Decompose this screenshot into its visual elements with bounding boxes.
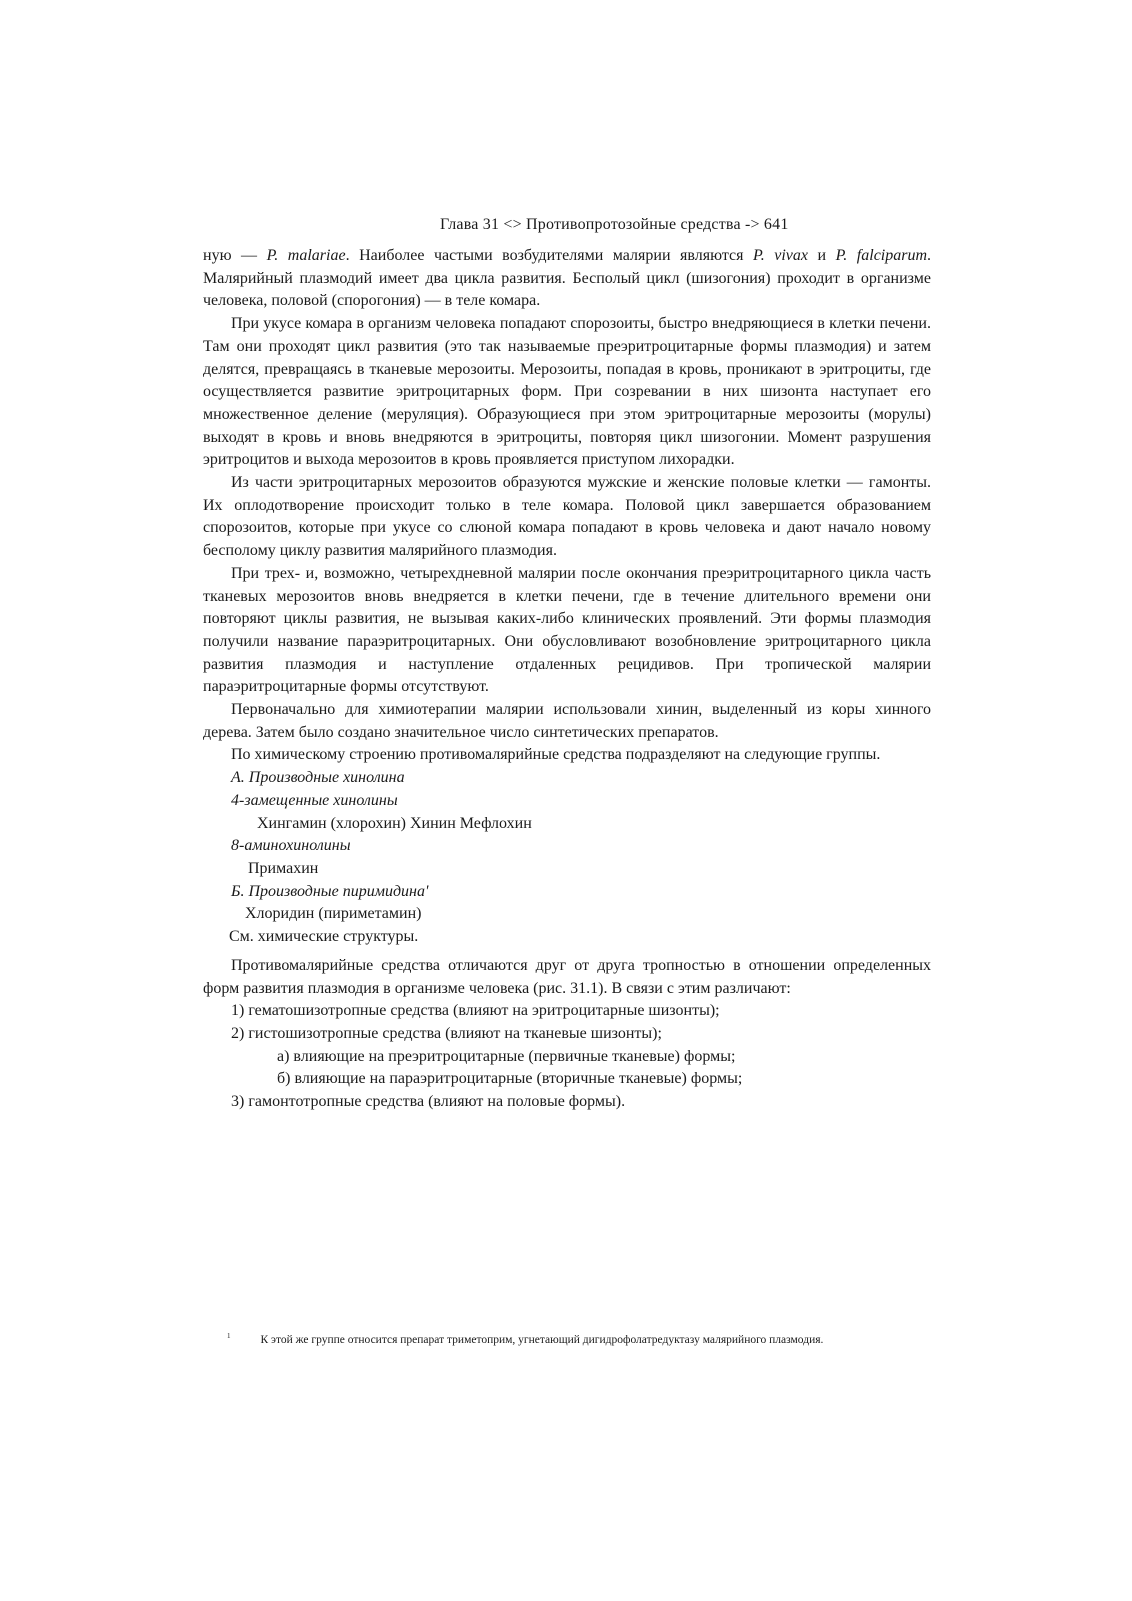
drugs-8-amino: Примахин [248,859,319,877]
species-malariae: P. malariae [266,247,346,264]
species-falciparum: P. falciparum [835,247,928,264]
drugs-pyrimidine: Хлоридин (пириметамин) [245,905,422,923]
paragraph-3: Из части эритроцитарных мерозоитов образуются мужские и женские половые клетки — гамонты. Их оплодотворение происходит только в теле комара. Половой цикл завершается образованием спорозоитов, которые при укусе со слюной комара попадают в кровь человека и дают начало новому бесполому циклу развития малярийного плазмодия. [203,474,931,560]
main-text [203,245,931,1114]
paragraph-1-part-a: ную — [203,247,267,264]
list-item-2: 2) гистошизотропные средства (влияют на тканевые шизонты); [231,1024,662,1042]
group-b-heading: Б. Производные пиримидина' [231,882,429,900]
paragraph-5: Первоначально для химиотерапии малярии использовали хинин, выделенный из коры хинного дерева. Затем было создано значительное число синтетических препаратов. [203,701,931,741]
paragraph-1 [203,245,931,313]
paragraph-1-part-e: и [807,247,836,264]
list-item-2b: б) влияющие на параэритроцитарные (вторичные тканевые) формы; [277,1070,743,1088]
footnote [203,1327,863,1350]
paragraph-1-part-c: . Наиболее частыми возбудителями малярии являются [345,247,753,264]
subgroup-4-heading: 4-замещенные хинолины [231,791,398,809]
paragraph-4: При трех- и, возможно, четырехдневной малярии после окончания преэритроцитарного цикла часть тканевых мерозоитов вновь внедряется в клетки печени, где в течение длительного времени они повторяют циклы развития, не вызывая каких-либо клинических проявлений. Эти формы плазмодия получили название параэритроцитарных. Они обусловливают возобновление эритроцитарного цикла развития плазмодия и наступление отдаленных рецидивов. При тропической малярии параэритроцитарные формы отсутствуют. [203,564,931,696]
footnote-text: К этой же группе относится препарат триметоприм, угнетающий дигидрофолатредуктазу малярийного плазмодия. [260,1333,824,1346]
see-structures-note: См. химические структуры. [229,928,419,946]
list-item-2a: а) влияющие на преэритроцитарные (первичные тканевые) формы; [277,1047,736,1065]
footnote-mark: 1 [227,1332,231,1340]
paragraph-2: При укусе комара в организм человека попадают спорозоиты, быстро внедряющиеся в клетки печени. Там они проходят цикл развития (это так называемые преэритроцитарные формы плазмодия) и затем делятся, превращаясь в тканевые мерозоиты. Мерозоиты, попадая в кровь, проникают в эритроциты, где осуществляется развитие эритроцитарных форм. При созревании в них шизонта наступает его множественное деление (меруляция). Образующиеся при этом эритроцитарные мерозоиты (морулы) выходят в кровь и вновь внедряются в эритроциты, повторяя цикл шизогонии. Момент разрушения эритроцитов и выхода мерозоитов в кровь проявляется приступом лихорадки. [203,315,931,469]
drugs-4-substituted: Хингамин (хлорохин) Хинин Мефлохин [257,814,532,832]
paragraph-7: Противомалярийные средства отличаются друг от друга тропностью в отношении определенных форм развития плазмодия в организме человека (рис. 31.1). В связи с этим различают: [203,956,931,997]
subgroup-8-heading: 8-аминохинолины [231,837,351,855]
paragraph-6: По химическому строению противомалярийные средства подразделяют на следующие группы. [231,746,881,764]
list-item-1: 1) гематошизотропные средства (влияют на эритроцитарные шизонты); [231,1002,720,1020]
group-a-heading: А. Производные хинолина [231,769,405,787]
list-item-3: 3) гамонтотропные средства (влияют на половые формы). [231,1093,626,1111]
species-vivax: P. vivax [752,247,808,264]
paragraph-1-part-g: . Малярийный плазмодий имеет два цикла развития. Бесполый цикл (шизогония) проходит в организме человека, половой (спорогония) — в теле комара. [203,247,932,310]
running-head: Глава 31 <> Противопротозойные средства -> 641 [440,216,789,233]
